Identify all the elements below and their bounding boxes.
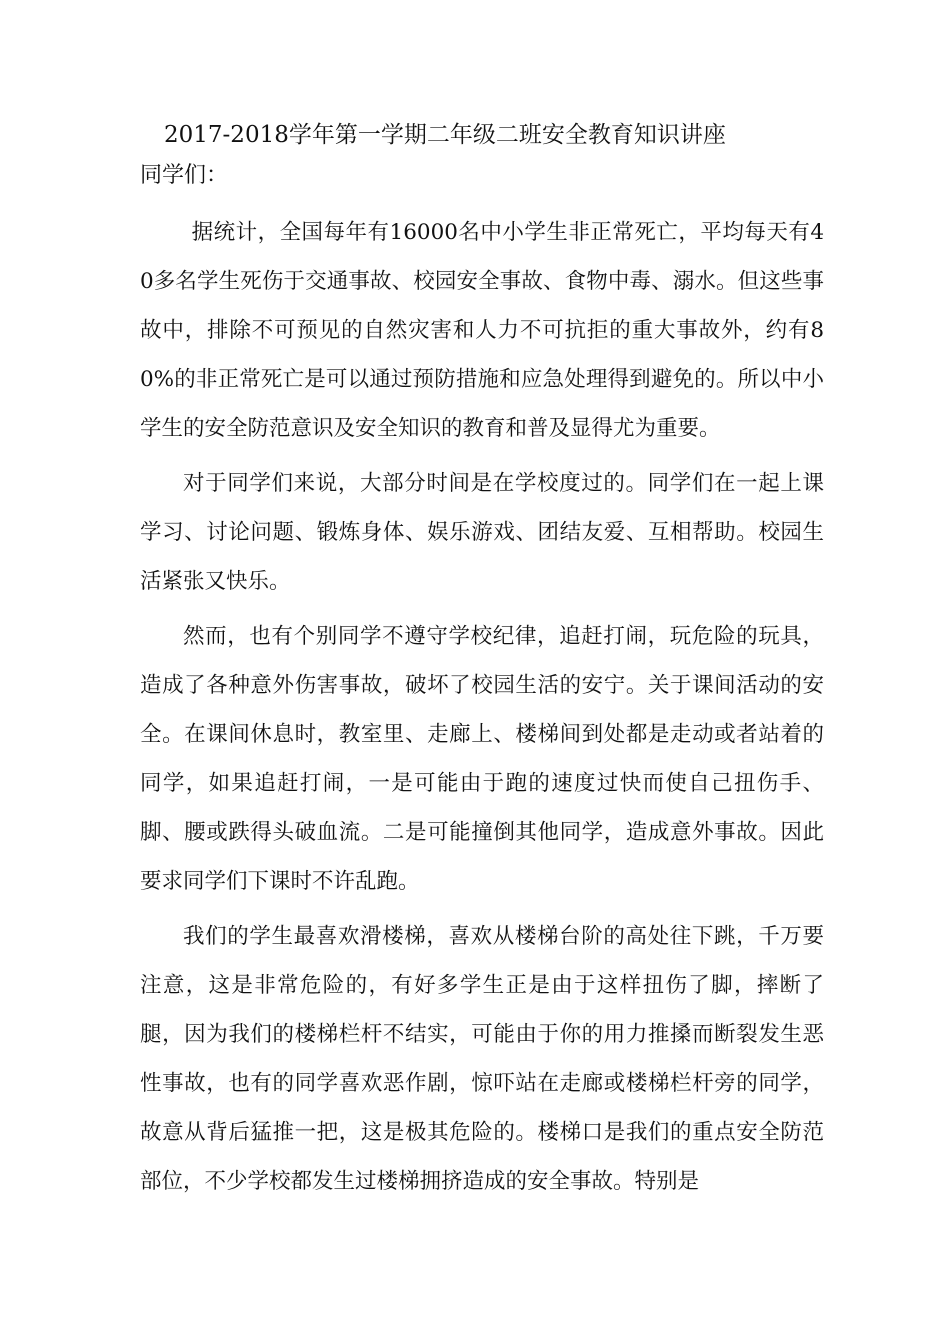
greeting: 同学们： (140, 163, 229, 188)
paragraph-break-safety: 然而，也有个别同学不遵守学校纪律，追赶打闹，玩危险的玩具，造成了各种意外伤害事故，破坏了校园生活的安宁。关于课间活动的安全。在课间休息时，教室里、走廊上、楼梯间到处都是走动或者站着的同学，如果追赶打闹，一是可能由于跑的速度过快而使自己扭伤手、脚、腰或跌得头破血流。二是可能撞倒其他同学，造成意外事故。因此要求同学们下课时不许乱跑。 (140, 624, 824, 894)
paragraph-stairs-safety: 我们的学生最喜欢滑楼梯，喜欢从楼梯台阶的高处往下跳，千万要注意，这是非常危险的，有好多学生正是由于这样扭伤了脚，摔断了腿，因为我们的楼梯栏杆不结实，可能由于你的用力推搡而断裂发生恶性事故，也有的同学喜欢恶作剧，惊吓站在走廊或楼梯栏杆旁的同学，故意从背后猛推一把，这是极其危险的。楼梯口是我们的重点安全防范部位，不少学校都发生过楼梯拥挤造成的安全事故。特别是 (140, 924, 824, 1194)
document-body (140, 208, 824, 1212)
page-title: 2017-2018学年第一学期二年级二班安全教育知识讲座 (164, 122, 726, 148)
paragraph-school-life: 对于同学们来说，大部分时间是在学校度过的。同学们在一起上课学习、讨论问题、锻炼身体、娱乐游戏、团结友爱、互相帮助。校园生活紧张又快乐。 (140, 471, 824, 594)
paragraph-statistics: 据统计，全国每年有16000名中小学生非正常死亡，平均每天有40多名学生死伤于交通事故、校园安全事故、食物中毒、溺水。但这些事故中，排除不可预见的自然灾害和人力不可抗拒的重大事故外，约有80%的非正常死亡是可以通过预防措施和应急处理得到避免的。所以中小学生的安全防范意识及安全知识的教育和普及显得尤为重要。 (140, 220, 824, 441)
